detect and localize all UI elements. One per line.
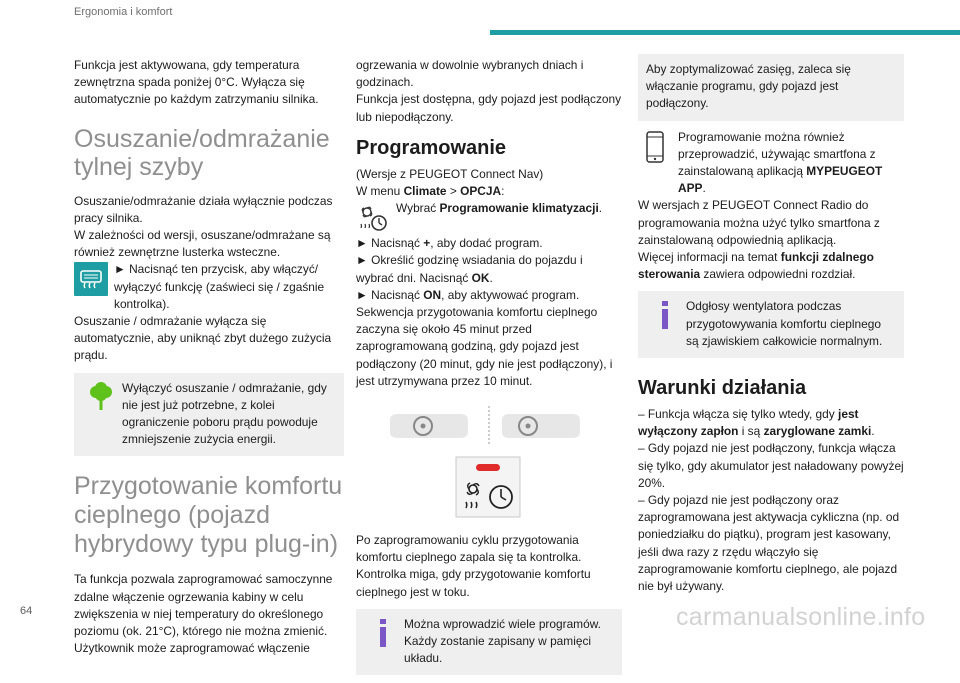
condition-1: – Funkcja włącza się tylko wtedy, gdy jest wyłączony zapłon i są zaryglowane zamki.	[638, 407, 875, 439]
heading-rear-defrost: Osuszanie/odmrażanie tylnej szyby	[74, 124, 330, 181]
intro-paragraph: Funkcja jest aktywowana, gdy temperatura zewnętrzna spada poniżej 0°C. Wyłącza się automatycznie po każdym zatrzymaniu silnika.	[74, 58, 319, 107]
select-programming-step	[356, 200, 622, 235]
column-2	[356, 57, 622, 683]
menu-path: W menu Climate > OPCJA:	[356, 184, 505, 199]
steering-wheel-figure	[356, 404, 622, 448]
column-1	[74, 57, 344, 657]
watermark: carmanualsonline.info	[676, 603, 926, 631]
radio-paragraph: W wersjach z PEUGEOT Connect Radio do programowania można użyć tylko smartfona z zainstalowaną odpowiednią aplikacją.	[638, 198, 880, 247]
programming-menu-item: Programowanie klimatyzacji	[439, 201, 599, 216]
eco-note	[74, 373, 344, 457]
fan-noise-text: Odgłosy wentylatora podczas przygotowywania komfortu cieplnego są zjawiskiem całkowicie normalnym.	[686, 299, 883, 348]
defrost-step-text: ► Nacisnąć ten przycisk, aby włączyć/ wyłączyć funkcję (zaświeci się / zgaśnie kontrolka).	[114, 262, 325, 311]
menu-climate: Climate	[403, 184, 447, 199]
smartphone-icon	[638, 130, 672, 164]
fan-noise-note	[638, 291, 904, 358]
climate-programming-icon[interactable]	[356, 201, 390, 235]
heading-comfort-preparation: Przygotowanie komfortu cieplnego (pojazd hybrydowy typu plug-in)	[74, 472, 343, 559]
eco-leaf-icon	[82, 380, 120, 414]
versions-note: (Wersje z PEUGEOT Connect Nav)	[356, 166, 544, 181]
range-note-text: Aby zoptymalizować zasięg, zaleca się włączanie programu, gdy pojazd jest podłączony.	[646, 62, 851, 111]
step-set-time: ► Określić godzinę wsiadania do pojazdu i wybrać dni. Nacisnąć OK.	[356, 253, 583, 285]
comfort-paragraph: Ta funkcja pozwala zaprogramować samoczynne zdalne włączenie ogrzewania kabiny w celu zwiększenia w niej temperatury do określonego poziomu (ok. 21°C), którego nie można zmienić. Użytkownik może zaprogramować włączenie	[74, 572, 333, 656]
defrost-paragraph-1: Osuszanie/odmrażanie działa wyłącznie podczas pracy silnika.	[74, 193, 333, 225]
smartphone-text: Programowanie można również przeprowadzić, używając smartfona z zainstalowaną aplikacją MYPEUGEOT APP.	[678, 129, 883, 196]
condition-3: – Gdy pojazd nie jest podłączony oraz zaprogramowana jest aktywacja cykliczna (np. od poniedziałku do piątku), program jest kasowany, jeśli dwa razy z rzędu włączyło się zaprogramowanie komfortu cieplnego, ale pojazd nie był używany.	[638, 493, 900, 594]
column-3	[638, 57, 904, 595]
heading-operating-conditions: Warunki działania	[638, 377, 807, 400]
availability-paragraph: Funkcja jest dostępna, gdy pojazd jest podłączony lub niepodłączony.	[356, 92, 622, 124]
step-add-program: ► Nacisnąć +, aby dodać program.	[356, 236, 543, 251]
continuation-paragraph: ogrzewania w dowolnie wybranych dniach i godzinach.	[356, 58, 584, 90]
comfort-preparation-lamp-icon	[456, 457, 520, 517]
menu-option: OPCJA	[460, 184, 502, 199]
condition-2: – Gdy pojazd nie jest podłączony, funkcja włącza się tylko, gdy akumulator jest naładowany powyżej 20%.	[638, 441, 904, 490]
defrost-paragraph-2: W zależności od wersji, osuszane/odmrażane są również zewnętrzne lusterka wsteczne.	[74, 228, 331, 260]
comfort-lamp-figure	[356, 456, 622, 518]
app-name: MYPEUGEOT APP	[678, 164, 883, 196]
smartphone-paragraph	[638, 129, 904, 198]
select-programming-text: Wybrać Programowanie klimatyzacji.	[396, 201, 603, 216]
eco-note-text: Wyłączyć osuszanie / odmrażanie, gdy nie jest już potrzebne, z kolei ograniczenie poboru prądu powoduje zmniejszenie zużycia energii.	[122, 380, 327, 447]
defrost-paragraph-3: Osuszanie / odmrażanie wyłącza się automatycznie, aby uniknąć zbyt dużego zużycia prądu.	[74, 314, 332, 363]
range-note	[638, 54, 904, 121]
page-number: 64	[20, 605, 33, 617]
multiple-programs-note	[356, 609, 622, 676]
heading-programming: Programowanie	[356, 136, 507, 159]
sequence-paragraph: Sekwencja przygotowania komfortu cieplnego zaczyna się około 45 minut przed zaprogramowaną godziną, gdy pojazd jest podłączony (20 minut, gdy nie jest podłączony), i jest utrzymywana przez 10 minut.	[356, 305, 613, 388]
remote-control-link: funkcji zdalnego sterowania	[638, 250, 874, 282]
more-info-paragraph: Więcej informacji na temat funkcji zdalnego sterowania zawiera odpowiedni rozdział.	[638, 250, 874, 282]
defrost-step	[74, 261, 344, 313]
rear-defrost-icon[interactable]	[74, 262, 108, 296]
multiple-programs-text: Można wprowadzić wiele programów. Każdy zostanie zapisany w pamięci układu.	[404, 616, 601, 666]
info-icon	[364, 616, 402, 650]
after-programming-paragraph: Po zaprogramowaniu cyklu przygotowania komfortu cieplnego zapala się ta kontrolka. Kontrolka miga, gdy przygotowanie komfortu cieplnego jest w toku.	[356, 533, 591, 599]
info-icon-2	[646, 298, 684, 332]
header-accent-bar	[490, 30, 960, 35]
step-activate: ► Nacisnąć ON, aby aktywować program.	[356, 287, 580, 302]
header-title: Ergonomia i komfort	[74, 6, 173, 18]
